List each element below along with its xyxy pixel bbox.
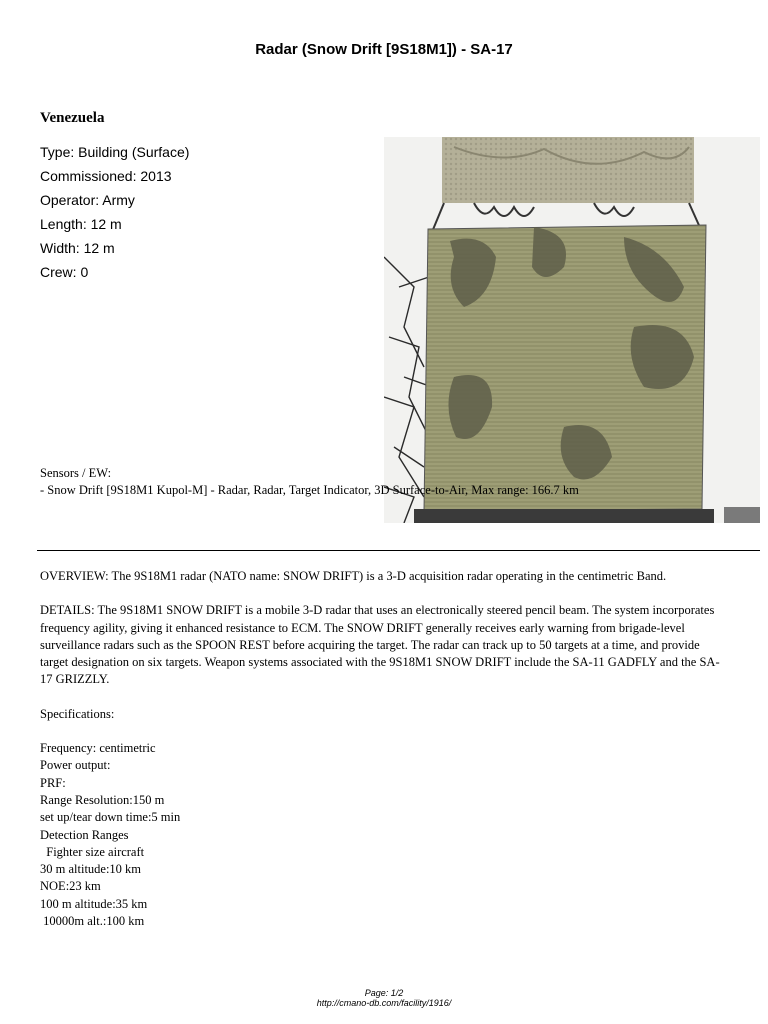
page-footer <box>0 988 768 1008</box>
property-type: Type: Building (Surface) <box>40 144 190 160</box>
spec-line: 30 m altitude:10 km <box>40 862 142 877</box>
spec-line: Detection Ranges <box>40 827 129 842</box>
property-width: Width: 12 m <box>40 240 115 256</box>
sensors-heading: Sensors / EW: <box>40 466 112 480</box>
spec-line: Power output: <box>40 758 111 773</box>
spec-line: 10000m alt.:100 km <box>40 914 145 929</box>
spec-line: set up/tear down time:5 min <box>40 810 181 825</box>
property-commissioned: Commissioned: 2013 <box>40 168 172 184</box>
page-title: Radar (Snow Drift [9S18M1]) - SA-17 <box>255 41 513 58</box>
spec-line: Range Resolution:150 m <box>40 792 165 807</box>
source-url[interactable]: http://cmano-db.com/facility/1916/ <box>316 998 452 1008</box>
description-section <box>40 568 730 930</box>
specifications-heading: Specifications: <box>40 706 115 721</box>
details-paragraph: DETAILS: The 9S18M1 SNOW DRIFT is a mobile 3-D radar that uses an electronically steered pencil beam. The system incorporates frequency agility, giving it enhanced resistance to ECM. The SNOW DRIFT generally receives early warning from brigade-level surveillance radars such as the SPOON REST before acquiring the target. The radar can track up to 50 targets at a time, and provide target designation on six targets. Weapon systems associated with the 9S18M1 SNOW DRIFT include the SA-11 GADFLY and the SA-17 GRIZZLY. <box>40 603 720 687</box>
section-divider <box>37 550 760 551</box>
spec-line: NOE:23 km <box>40 879 101 894</box>
spec-line: PRF: <box>40 775 66 790</box>
spec-line: Frequency: centimetric <box>40 741 156 756</box>
specifications-list <box>40 740 730 930</box>
page-number: Page: 1/2 <box>364 988 404 998</box>
spec-line: Fighter size aircraft <box>40 844 145 859</box>
spec-line: 100 m altitude:35 km <box>40 896 148 911</box>
property-crew: Crew: 0 <box>40 264 89 280</box>
country-heading: Venezuela <box>40 110 105 126</box>
property-operator: Operator: Army <box>40 192 135 208</box>
sensors-section <box>40 465 740 499</box>
property-length: Length: 12 m <box>40 216 122 232</box>
overview-paragraph: OVERVIEW: The 9S18M1 radar (NATO name: SNOW DRIFT) is a 3-D acquisition radar operating in the centimetric Band. <box>40 569 667 583</box>
properties-list <box>40 140 189 284</box>
sensor-item: - Snow Drift [9S18M1 Kupol-M] - Radar, Radar, Target Indicator, 3D Surface-to-Air, Max range: 166.7 km <box>40 483 579 497</box>
